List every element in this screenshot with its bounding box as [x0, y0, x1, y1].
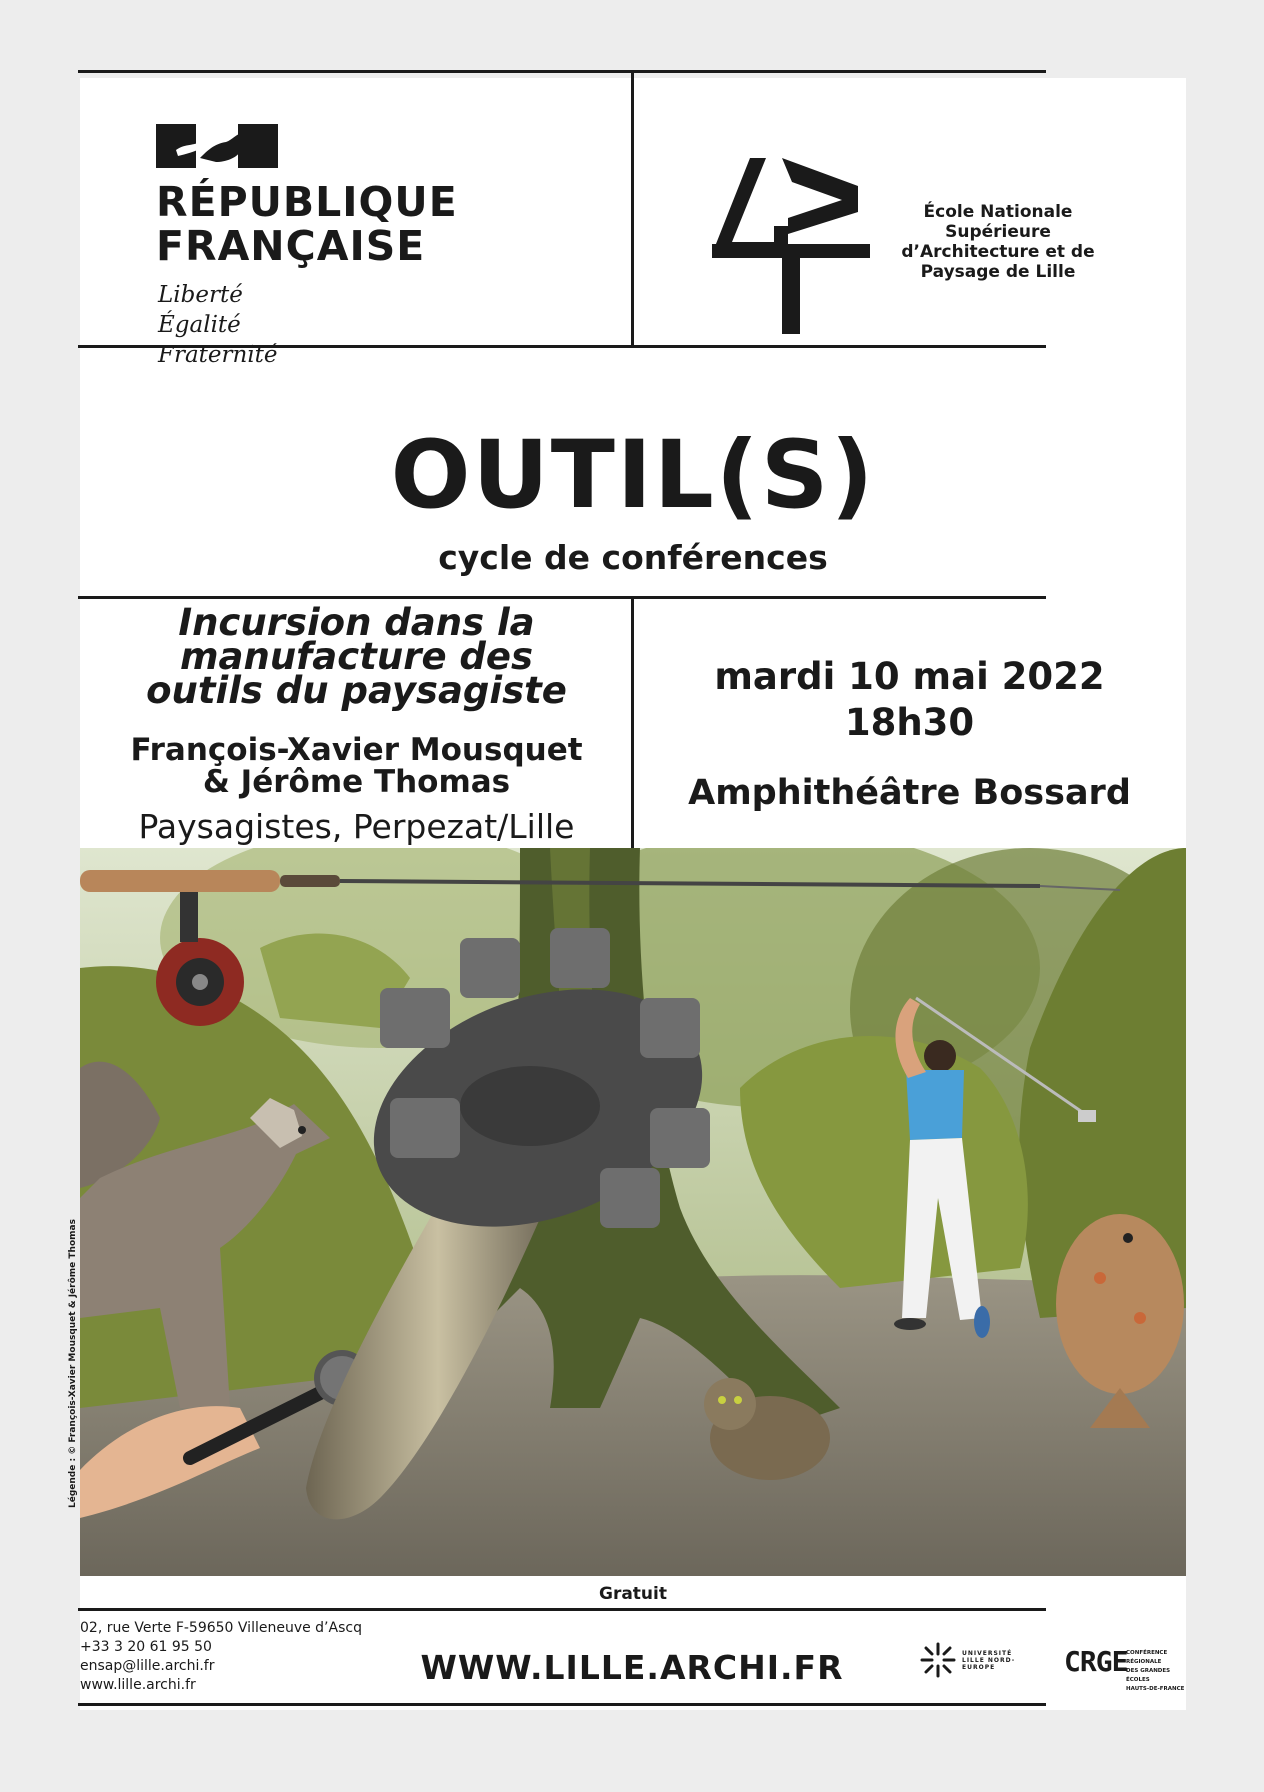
- motto-egalite: Égalité: [158, 312, 241, 338]
- talk-title-line: Incursion dans la: [178, 601, 535, 644]
- photo-credit-text: Légende : © François-Xavier Mousquet & Jérôme Thomas: [68, 1219, 78, 1508]
- event-date: mardi 10 mai 2022: [714, 655, 1105, 698]
- speaker-line: & Jérôme Thomas: [202, 764, 511, 800]
- poster: [68, 78, 1186, 1710]
- contact-email[interactable]: ensap@lille.archi.fr: [80, 1658, 215, 1674]
- ulille-line: UNIVERSITÉ: [962, 1650, 1013, 1657]
- republique-francaise-wordmark: [156, 180, 456, 268]
- talk-title-line: manufacture des: [179, 635, 534, 678]
- crge-line: DES GRANDES ÉCOLES: [1126, 1668, 1171, 1683]
- contact-website[interactable]: www.lille.archi.fr: [80, 1677, 196, 1693]
- ensap-lille-logo-mark: [710, 156, 890, 336]
- talk-title-line: outils du paysagiste: [146, 669, 567, 712]
- motto-fraternite: Fraternité: [158, 342, 278, 368]
- photo-credit: [68, 1208, 88, 1508]
- cycle-title: OUTIL(S): [390, 421, 876, 530]
- event-time: 18h30: [844, 701, 975, 744]
- contact-phone: +33 3 20 61 95 50: [80, 1639, 212, 1655]
- motto-liberte: Liberté: [158, 282, 243, 308]
- talk-title: [80, 601, 633, 712]
- speakers: [80, 734, 633, 798]
- header-divider: [631, 70, 634, 347]
- footer-bottom-rule: [78, 1703, 1046, 1706]
- ulille-line: LILLE NORD-EUROPE: [962, 1657, 1016, 1671]
- cycle-subtitle: cycle de conférences: [438, 538, 828, 577]
- footer-top-rule: [78, 1608, 1046, 1611]
- fishing-rod-cork-handle: [80, 870, 280, 892]
- contact-address: 02, rue Verte F-59650 Villeneuve d’Ascq: [80, 1620, 362, 1636]
- event-datetime: [633, 654, 1186, 746]
- speaker-profession: Paysagistes, Perpezat/Lille: [138, 807, 575, 846]
- motto: [158, 280, 456, 370]
- crge-line: CONFÉRENCE RÉGIONALE: [1126, 1650, 1168, 1665]
- forest-collage-illustration: [80, 848, 1186, 1576]
- title-bottom-rule: [78, 596, 1046, 599]
- speaker-line: François-Xavier Mousquet: [130, 732, 583, 768]
- crge-mark: CRGE: [1064, 1645, 1128, 1678]
- francaise-line: FRANÇAISE: [156, 222, 426, 270]
- admission-label: Gratuit: [599, 1584, 667, 1604]
- crge-line: HAUTS-DE-FRANCE: [1126, 1686, 1185, 1692]
- school-name: École Nationale Supérieure d’Architecture et de Paysage de Lille: [901, 202, 1095, 282]
- event-venue: Amphithéâtre Bossard: [688, 773, 1131, 813]
- top-rule: [78, 70, 1046, 73]
- website-url[interactable]: WWW.LILLE.ARCHI.FR: [420, 1648, 844, 1687]
- republique-francaise-logo: [156, 124, 456, 370]
- marianne-emblem: [156, 124, 278, 168]
- republique-line: RÉPUBLIQUE: [156, 178, 458, 226]
